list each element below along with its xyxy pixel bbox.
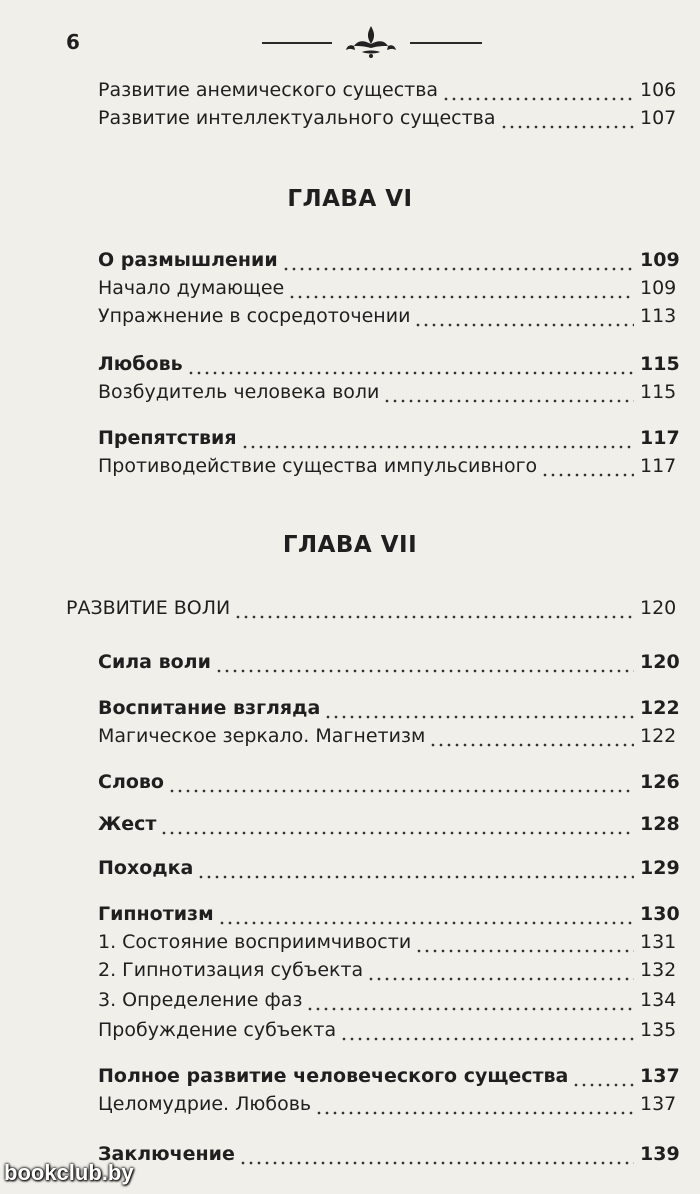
dot-leader: [187, 352, 634, 376]
toc-entry-label: РАЗВИТИЕ ВОЛИ: [66, 597, 231, 619]
toc-entry-label: Слово: [98, 771, 164, 793]
page-number: 6: [66, 30, 80, 54]
toc-entry-label: Магическое зеркало. Магнетизм: [98, 725, 426, 747]
toc-entry-label: Жест: [98, 813, 157, 835]
dot-leader: [218, 902, 634, 926]
toc-entry[interactable]: [98, 1058, 680, 1088]
dot-leader: [429, 724, 634, 748]
dot-leader: [288, 276, 634, 300]
toc-entry-label: Целомудрие. Любовь: [98, 1093, 312, 1115]
toc-entry-label: Заключение: [98, 1143, 235, 1165]
dot-leader: [541, 454, 634, 478]
toc-entry-page: 137: [640, 1065, 680, 1087]
toc-entry-page: 135: [640, 1019, 677, 1041]
dot-leader: [500, 106, 635, 130]
fleuron-icon: [342, 22, 400, 62]
toc-entry[interactable]: [98, 850, 680, 880]
dot-leader: [306, 988, 634, 1012]
dot-leader: [160, 812, 634, 836]
dot-leader: [197, 856, 634, 880]
toc-entry-page: 129: [640, 857, 680, 879]
dot-leader: [415, 930, 634, 954]
toc-entry[interactable]: [98, 1136, 680, 1166]
toc-entry-label: О размышлении: [98, 249, 278, 271]
toc-entry[interactable]: [98, 346, 680, 376]
toc-entry[interactable]: [98, 448, 676, 478]
toc-entry-page: 128: [640, 813, 680, 835]
toc-entry[interactable]: [98, 1012, 676, 1042]
dot-leader: [239, 1142, 634, 1166]
toc-entry[interactable]: [98, 718, 676, 748]
toc-entry-label: 3. Определение фаз: [98, 989, 303, 1011]
toc-entry-label: Препятствия: [98, 427, 237, 449]
toc-entry-page: 120: [640, 597, 677, 619]
toc-entry-label: Противодействие существа импульсивного: [98, 455, 538, 477]
toc-entry[interactable]: [98, 72, 676, 102]
dot-leader: [282, 248, 634, 272]
page-header: [0, 22, 700, 62]
toc-entry-page: 122: [640, 697, 680, 719]
chapter-title-ch6: ГЛАВА VI: [287, 186, 413, 212]
toc-entry[interactable]: [98, 690, 680, 720]
toc-entry-label: Пробуждение субъекта: [98, 1019, 337, 1041]
toc-entry-page: 107: [640, 107, 677, 129]
toc-entry-label: Развитие анемического существа: [98, 79, 439, 101]
toc-entry-page: 109: [640, 249, 680, 271]
toc-entry[interactable]: [98, 420, 680, 450]
toc-entry[interactable]: [98, 374, 676, 404]
toc-entry-page: 122: [640, 725, 677, 747]
toc-entry[interactable]: [66, 590, 676, 620]
toc-entry[interactable]: [98, 100, 676, 130]
toc-entry[interactable]: [98, 298, 676, 328]
toc-entry[interactable]: [98, 806, 680, 836]
toc-entry-page: 109: [640, 277, 677, 299]
toc-entry-label: Любовь: [98, 353, 183, 375]
toc-entry-page: 126: [640, 771, 680, 793]
toc-entry-page: 115: [640, 353, 680, 375]
toc-entry-label: 1. Состояние восприимчивости: [98, 931, 412, 953]
toc-entry-page: 130: [640, 903, 680, 925]
toc-entry-page: 131: [640, 931, 677, 953]
toc-entry-label: 2. Гипнотизация субъекта: [98, 959, 364, 981]
toc-entry[interactable]: [98, 270, 676, 300]
toc-entry-label: Походка: [98, 857, 194, 879]
toc-entry[interactable]: [98, 242, 680, 272]
dot-leader: [315, 1092, 634, 1116]
toc-entry[interactable]: [98, 896, 680, 926]
toc-entry-label: Упражнение в сосредоточении: [98, 305, 411, 327]
toc-entry-label: Воспитание взгляда: [98, 697, 321, 719]
dot-leader: [414, 304, 634, 328]
toc-entry[interactable]: [98, 982, 676, 1012]
toc-entry-page: 137: [640, 1093, 677, 1115]
toc-entry-label: Возбудитель человека воли: [98, 381, 380, 403]
dot-leader: [168, 770, 634, 794]
toc-entry-page: 106: [640, 79, 677, 101]
dot-leader: [324, 696, 634, 720]
dot-leader: [234, 596, 634, 620]
toc-entry-label: Развитие интеллектуального существа: [98, 107, 496, 129]
toc-entry-page: 115: [640, 381, 677, 403]
site-watermark: bookclub.by: [4, 1160, 134, 1185]
dot-leader: [215, 650, 634, 674]
toc-entry-page: 139: [640, 1143, 680, 1165]
dot-leader: [367, 958, 634, 982]
chapter-title-ch7: ГЛАВА VII: [282, 532, 418, 558]
toc-entry[interactable]: [98, 924, 676, 954]
toc-entry[interactable]: [98, 764, 680, 794]
header-rule-left: [262, 42, 332, 44]
dot-leader: [241, 426, 634, 450]
toc-entry[interactable]: [98, 952, 676, 982]
toc-entry-label: Начало думающее: [98, 277, 285, 299]
header-rule-right: [410, 42, 482, 44]
toc-entry-page: 134: [640, 989, 677, 1011]
dot-leader: [442, 78, 634, 102]
dot-leader: [383, 380, 634, 404]
dot-leader: [572, 1064, 634, 1088]
toc-entry-page: 132: [640, 959, 677, 981]
toc-entry-label: Гипнотизм: [98, 903, 214, 925]
toc-entry-label: Сила воли: [98, 651, 211, 673]
toc-entry-page: 113: [640, 305, 677, 327]
toc-entry[interactable]: [98, 1086, 676, 1116]
toc-entry[interactable]: [98, 644, 680, 674]
toc-entry-page: 117: [640, 427, 680, 449]
dot-leader: [340, 1018, 634, 1042]
toc-entry-page: 117: [640, 455, 677, 477]
toc-entry-label: Полное развитие человеческого существа: [98, 1065, 569, 1087]
toc-entry-page: 120: [640, 651, 680, 673]
